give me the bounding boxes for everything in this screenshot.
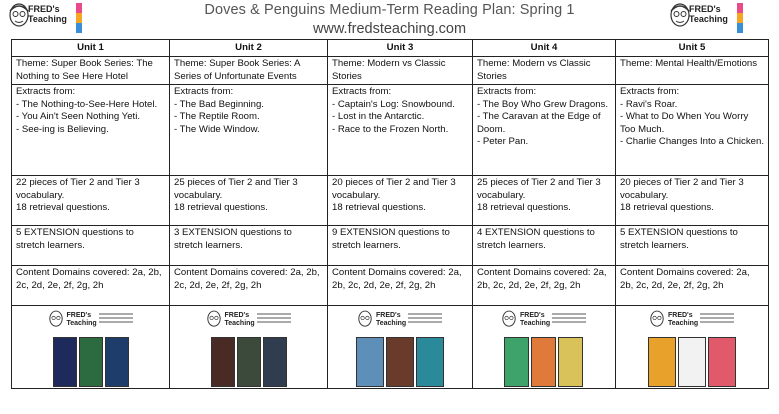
domains-cell: Content Domains covered: 2a, 2b, 2c, 2d, 2e, 2f, 2g, 2h	[170, 266, 328, 306]
unit-thumbnail	[174, 307, 323, 387]
vocabulary-row	[12, 176, 769, 226]
retrieval-text: 18 retrieval questions.	[620, 202, 714, 213]
logo-text: FRED's Teaching	[28, 4, 67, 24]
book-cover-image	[105, 337, 129, 387]
unit-heading: Unit 5	[616, 40, 769, 57]
vocab-cell	[328, 176, 473, 226]
extract-item: - What to Do When You Worry Too Much.	[620, 111, 749, 135]
book-cover-image	[558, 337, 583, 387]
extract-item: - The Boy Who Grew Dragons.	[477, 98, 608, 110]
extract-item: - The Wide Window.	[174, 123, 260, 135]
mini-logo	[648, 309, 736, 333]
fred-face-icon	[356, 309, 374, 331]
vocab-text: 20 pieces of Tier 2 and Tier 3 vocabulary.	[620, 177, 744, 201]
extracts-label: Extracts from:	[620, 86, 680, 97]
extension-cell: 5 EXTENSION questions to stretch learners.	[616, 226, 769, 266]
extracts-label: Extracts from:	[332, 86, 392, 97]
theme-row	[12, 57, 769, 85]
vocab-text: 22 pieces of Tier 2 and Tier 3 vocabulary.	[16, 177, 140, 201]
content-domains-row	[12, 266, 769, 306]
vocab-cell	[473, 176, 616, 226]
extract-item: - Captain's Log: Snowbound.	[332, 98, 455, 110]
extracts-cell	[170, 85, 328, 176]
mini-logo-text: FRED's Teaching	[224, 312, 255, 327]
unit-thumbnail	[332, 307, 468, 387]
extracts-row	[12, 85, 769, 176]
thumbnail-row	[12, 306, 769, 389]
reading-plan-table	[11, 39, 769, 389]
mini-logo	[47, 309, 135, 333]
mini-logo-lines	[700, 313, 734, 327]
extension-row	[12, 226, 769, 266]
book-cover-image	[386, 337, 414, 387]
mini-logo	[500, 309, 588, 333]
retrieval-text: 18 retrieval questions.	[477, 202, 571, 213]
theme-cell: Theme: Modern vs Classic Stories	[473, 57, 616, 85]
book-cover-image	[263, 337, 287, 387]
thumbnail-cell	[12, 306, 170, 389]
extracts-cell	[12, 85, 170, 176]
extract-item: - The Bad Beginning.	[174, 98, 264, 110]
book-cover-image	[504, 337, 529, 387]
mini-logo	[356, 309, 444, 333]
extracts-label: Extracts from:	[16, 86, 76, 97]
extract-item: - See-ing is Believing.	[16, 123, 109, 135]
extract-item: - The Reptile Room.	[174, 111, 260, 122]
retrieval-text: 18 retrieval questions.	[174, 202, 268, 213]
unit-heading: Unit 4	[473, 40, 616, 57]
unit-heading: Unit 3	[328, 40, 473, 57]
extracts-label: Extracts from:	[477, 86, 537, 97]
retrieval-text: 18 retrieval questions.	[16, 202, 110, 213]
fred-face-icon	[47, 309, 65, 331]
book-cover-image	[79, 337, 103, 387]
extracts-cell	[616, 85, 769, 176]
extract-item: - Race to the Frozen North.	[332, 123, 449, 135]
domains-cell: Content Domains covered: 2a, 2b, 2c, 2d, 2e, 2f, 2g, 2h	[328, 266, 473, 306]
extension-cell: 5 EXTENSION questions to stretch learners.	[12, 226, 170, 266]
vocab-cell	[170, 176, 328, 226]
mini-logo-text: FRED's Teaching	[668, 312, 699, 327]
thumbnail-cell	[328, 306, 473, 389]
book-cover-image	[356, 337, 384, 387]
mini-logo-lines	[99, 313, 133, 327]
extract-item: - You Ain't Seen Nothing Yeti.	[16, 111, 140, 122]
freds-teaching-logo-right	[667, 1, 763, 37]
extension-cell: 9 EXTENSION questions to stretch learners.	[328, 226, 473, 266]
theme-cell: Theme: Super Book Series: The Nothing to See Here Hotel	[12, 57, 170, 85]
extension-cell: 3 EXTENSION questions to stretch learners.	[170, 226, 328, 266]
vocab-cell	[616, 176, 769, 226]
fred-face-icon	[648, 309, 666, 331]
thumbnail-cell	[170, 306, 328, 389]
extracts-label: Extracts from:	[174, 86, 234, 97]
unit-thumbnail	[620, 307, 764, 387]
logo-color-bars	[737, 3, 743, 33]
thumbnail-cell	[473, 306, 616, 389]
mini-logo-lines	[257, 313, 291, 327]
extract-item: - The Nothing-to-See-Here Hotel.	[16, 98, 158, 110]
website-url: www.fredsteaching.com	[312, 21, 467, 37]
unit-thumbnail	[16, 307, 165, 387]
mini-logo-text: FRED's Teaching	[66, 312, 97, 327]
extract-item: - Peter Pan.	[477, 136, 529, 147]
extension-cell: 4 EXTENSION questions to stretch learners.	[473, 226, 616, 266]
retrieval-text: 18 retrieval questions.	[332, 202, 426, 213]
theme-cell: Theme: Super Book Series: A Series of Unfortunate Events	[170, 57, 328, 85]
extract-item: - Charlie Changes Into a Chicken.	[620, 136, 764, 147]
theme-cell: Theme: Modern vs Classic Stories	[328, 57, 473, 85]
mini-logo-lines	[408, 313, 442, 327]
page-title: Doves & Penguins Medium-Term Reading Plan: Spring 1	[204, 2, 575, 18]
book-cover-image	[237, 337, 261, 387]
extract-item: - Lost in the Antarctic.	[332, 111, 425, 122]
fred-face-icon	[500, 309, 518, 331]
logo-text: FRED's Teaching	[689, 4, 728, 24]
unit-heading-row	[12, 40, 769, 57]
unit-heading: Unit 1	[12, 40, 170, 57]
unit-heading: Unit 2	[170, 40, 328, 57]
book-cover-image	[416, 337, 444, 387]
fred-face-icon	[205, 309, 223, 331]
vocab-text: 25 pieces of Tier 2 and Tier 3 vocabulary.	[174, 177, 298, 201]
book-cover-image	[648, 337, 676, 387]
extracts-cell	[473, 85, 616, 176]
book-cover-image	[53, 337, 77, 387]
vocab-cell	[12, 176, 170, 226]
theme-cell: Theme: Mental Health/Emotions	[616, 57, 769, 85]
page-header	[0, 0, 779, 40]
domains-cell: Content Domains covered: 2a, 2b, 2c, 2d, 2e, 2f, 2g, 2h	[12, 266, 170, 306]
domains-cell: Content Domains covered: 2a, 2b, 2c, 2d, 2e, 2f, 2g, 2h	[616, 266, 769, 306]
book-cover-image	[531, 337, 556, 387]
extracts-cell	[328, 85, 473, 176]
book-cover-image	[708, 337, 736, 387]
mini-logo	[205, 309, 293, 333]
extract-item: - Ravi's Roar.	[620, 98, 678, 110]
book-cover-image	[678, 337, 706, 387]
domains-cell: Content Domains covered: 2a, 2b, 2c, 2d, 2e, 2f, 2g, 2h	[473, 266, 616, 306]
thumbnail-cell	[616, 306, 769, 389]
vocab-text: 20 pieces of Tier 2 and Tier 3 vocabulary.	[332, 177, 456, 201]
mini-logo-text: FRED's Teaching	[376, 312, 407, 327]
vocab-text: 25 pieces of Tier 2 and Tier 3 vocabulary.	[477, 177, 601, 201]
mini-logo-text: FRED's Teaching	[520, 312, 551, 327]
unit-thumbnail	[477, 307, 611, 387]
book-cover-image	[211, 337, 235, 387]
mini-logo-lines	[552, 313, 586, 327]
extract-item: - The Caravan at the Edge of Doom.	[477, 111, 601, 135]
